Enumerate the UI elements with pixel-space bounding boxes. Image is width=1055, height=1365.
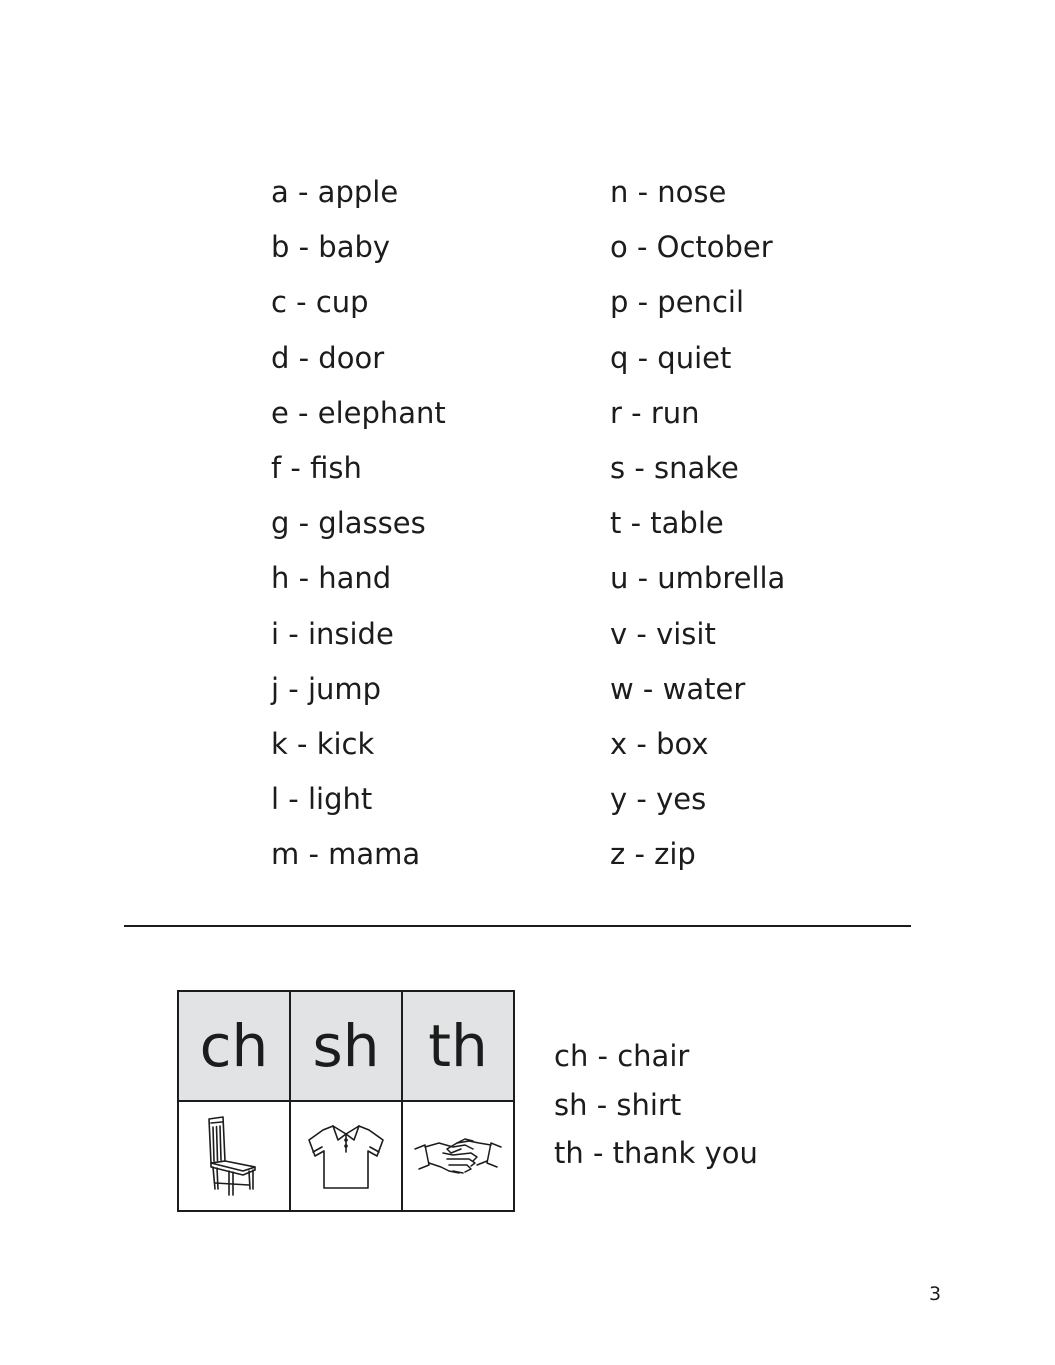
alphabet-list — [0, 170, 1055, 890]
digraph-cell-ch: ch — [178, 991, 290, 1101]
digraph-cell-sh: sh — [290, 991, 402, 1101]
digraph-picture-cell — [402, 1101, 514, 1211]
digraph-cell-th: th — [402, 991, 514, 1101]
handshake-icon — [413, 1131, 503, 1181]
alphabet-entry: d - door — [271, 340, 385, 375]
alphabet-entry: i - inside — [271, 616, 394, 651]
digraph-word-list — [554, 1033, 758, 1179]
shirt-icon — [305, 1120, 387, 1192]
alphabet-entry: u - umbrella — [610, 561, 786, 596]
digraph-picture-cell — [290, 1101, 402, 1211]
digraph-picture-row — [178, 1101, 514, 1211]
alphabet-entry: o - October — [610, 230, 773, 265]
alphabet-column-a-m — [271, 170, 446, 887]
digraph-word-entry: th - thank you — [554, 1136, 758, 1170]
alphabet-entry: n - nose — [610, 175, 727, 209]
digraph-header-row — [178, 991, 514, 1101]
digraph-table — [177, 990, 515, 1212]
alphabet-entry: t - table — [610, 506, 724, 541]
section-divider — [124, 925, 911, 927]
digraph-word-entry: sh - shirt — [554, 1087, 682, 1122]
alphabet-entry: r - run — [610, 395, 700, 430]
alphabet-entry: h - hand — [271, 561, 392, 596]
digraph-word-entry: ch - chair — [554, 1039, 690, 1073]
alphabet-entry: w - water — [610, 671, 746, 706]
digraph-picture-cell — [178, 1101, 290, 1211]
alphabet-entry: k - kick — [271, 726, 375, 761]
alphabet-entry: m - mama — [271, 837, 421, 872]
alphabet-column-n-z — [610, 170, 785, 887]
alphabet-entry: z - zip — [610, 837, 696, 872]
page-number: 3 — [929, 1283, 942, 1305]
alphabet-entry: e - elephant — [271, 395, 446, 430]
alphabet-entry: j - jump — [271, 671, 382, 706]
alphabet-entry: a - apple — [271, 175, 399, 209]
alphabet-entry: v - visit — [610, 616, 716, 651]
chair-icon — [199, 1115, 269, 1197]
alphabet-entry: g - glasses — [271, 506, 426, 541]
alphabet-entry: x - box — [610, 726, 709, 761]
alphabet-entry: f - fish — [271, 450, 362, 485]
alphabet-entry: s - snake — [610, 450, 739, 485]
alphabet-entry: c - cup — [271, 285, 369, 320]
alphabet-entry: q - quiet — [610, 340, 732, 375]
alphabet-entry: p - pencil — [610, 285, 744, 320]
alphabet-entry: l - light — [271, 782, 373, 817]
alphabet-entry: y - yes — [610, 782, 707, 817]
alphabet-entry: b - baby — [271, 230, 391, 265]
